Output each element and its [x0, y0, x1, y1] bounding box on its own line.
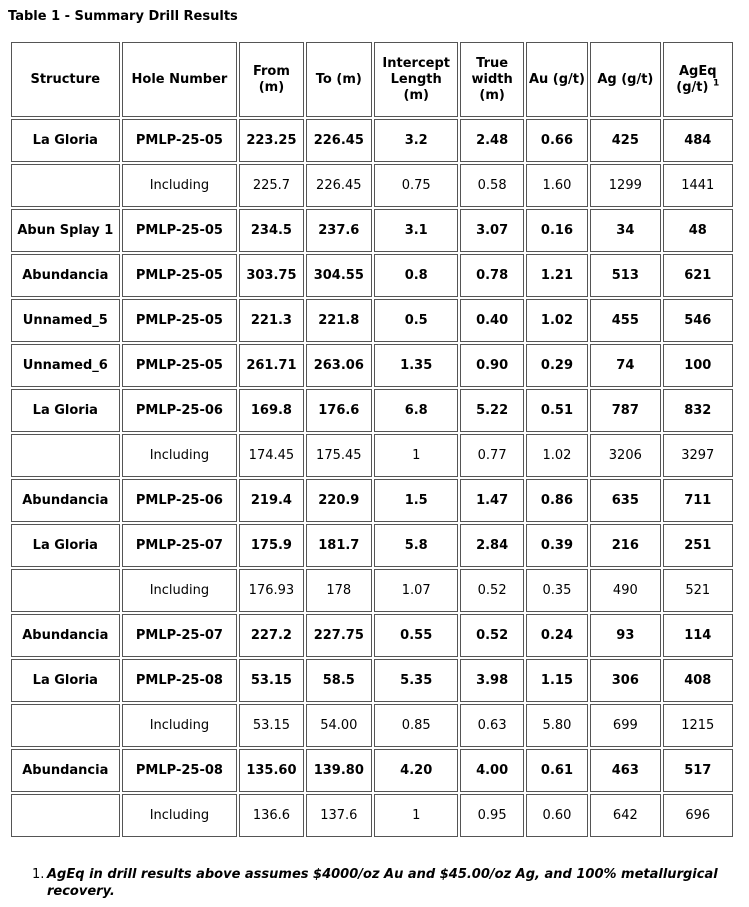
- structure-cell: Unnamed_5: [11, 299, 120, 342]
- ag-cell: 699: [590, 704, 660, 747]
- hole-number-cell: PMLP-25-06: [122, 389, 238, 432]
- structure-cell: Abundancia: [11, 254, 120, 297]
- footnote-text: AgEq in drill results above assumes $4000/oz Au and $45.00/oz Ag, and 100% metallurgical recovery.: [47, 867, 718, 899]
- true-width-cell: 4.00: [460, 749, 523, 792]
- structure-cell: [11, 569, 120, 612]
- to-cell: 221.8: [306, 299, 372, 342]
- true-width-cell: 2.48: [460, 119, 523, 162]
- hole-number-cell: Including: [122, 704, 238, 747]
- table-row: [11, 119, 733, 162]
- from-cell: 53.15: [239, 659, 303, 702]
- table-row: [11, 344, 733, 387]
- true-width-cell: 2.84: [460, 524, 523, 567]
- to-cell: 54.00: [306, 704, 372, 747]
- structure-cell: [11, 794, 120, 837]
- footnote: [28, 866, 738, 900]
- header-true-width: True width (m): [460, 42, 523, 117]
- hole-number-cell: Including: [122, 569, 238, 612]
- ag-cell: 490: [590, 569, 660, 612]
- to-cell: 181.7: [306, 524, 372, 567]
- structure-cell: La Gloria: [11, 524, 120, 567]
- true-width-cell: 0.95: [460, 794, 523, 837]
- true-width-cell: 0.63: [460, 704, 523, 747]
- header-hole-number: Hole Number: [122, 42, 238, 117]
- ageq-cell: 48: [663, 209, 733, 252]
- intercept-length-cell: 0.85: [374, 704, 458, 747]
- au-cell: 1.15: [526, 659, 588, 702]
- hole-number-cell: PMLP-25-08: [122, 659, 238, 702]
- true-width-cell: 0.40: [460, 299, 523, 342]
- to-cell: 178: [306, 569, 372, 612]
- to-cell: 220.9: [306, 479, 372, 522]
- including-row: [11, 794, 733, 837]
- from-cell: 303.75: [239, 254, 303, 297]
- to-cell: 58.5: [306, 659, 372, 702]
- intercept-length-cell: 1: [374, 434, 458, 477]
- intercept-length-cell: 1: [374, 794, 458, 837]
- ag-cell: 425: [590, 119, 660, 162]
- intercept-length-cell: 0.55: [374, 614, 458, 657]
- ag-cell: 3206: [590, 434, 660, 477]
- to-cell: 227.75: [306, 614, 372, 657]
- table-row: [11, 659, 733, 702]
- to-cell: 139.80: [306, 749, 372, 792]
- au-cell: 0.51: [526, 389, 588, 432]
- including-row: [11, 164, 733, 207]
- au-cell: 0.29: [526, 344, 588, 387]
- structure-cell: La Gloria: [11, 659, 120, 702]
- ag-cell: 74: [590, 344, 660, 387]
- hole-number-cell: PMLP-25-05: [122, 119, 238, 162]
- true-width-cell: 0.90: [460, 344, 523, 387]
- from-cell: 176.93: [239, 569, 303, 612]
- drill-results-table: [9, 40, 735, 839]
- including-row: [11, 704, 733, 747]
- au-cell: 1.21: [526, 254, 588, 297]
- header-structure: Structure: [11, 42, 120, 117]
- au-cell: 0.61: [526, 749, 588, 792]
- intercept-length-cell: 0.75: [374, 164, 458, 207]
- from-cell: 221.3: [239, 299, 303, 342]
- ageq-cell: 546: [663, 299, 733, 342]
- table-row: [11, 389, 733, 432]
- ageq-cell: 517: [663, 749, 733, 792]
- true-width-cell: 0.58: [460, 164, 523, 207]
- hole-number-cell: PMLP-25-05: [122, 299, 238, 342]
- intercept-length-cell: 3.2: [374, 119, 458, 162]
- hole-number-cell: PMLP-25-05: [122, 344, 238, 387]
- from-cell: 225.7: [239, 164, 303, 207]
- table-header-row: [11, 42, 733, 117]
- au-cell: 0.35: [526, 569, 588, 612]
- header-to: To (m): [306, 42, 372, 117]
- to-cell: 175.45: [306, 434, 372, 477]
- ag-cell: 635: [590, 479, 660, 522]
- intercept-length-cell: 1.35: [374, 344, 458, 387]
- true-width-cell: 1.47: [460, 479, 523, 522]
- ageq-cell: 408: [663, 659, 733, 702]
- ag-cell: 787: [590, 389, 660, 432]
- structure-cell: [11, 704, 120, 747]
- header-au: Au (g/t): [526, 42, 588, 117]
- structure-cell: Abun Splay 1: [11, 209, 120, 252]
- hole-number-cell: Including: [122, 434, 238, 477]
- to-cell: 176.6: [306, 389, 372, 432]
- intercept-length-cell: 3.1: [374, 209, 458, 252]
- to-cell: 304.55: [306, 254, 372, 297]
- table-row: [11, 209, 733, 252]
- table-row: [11, 749, 733, 792]
- header-from: From (m): [239, 42, 303, 117]
- ageq-cell: 251: [663, 524, 733, 567]
- footnote-number: 1.: [32, 867, 45, 882]
- true-width-cell: 0.77: [460, 434, 523, 477]
- ageq-cell: 3297: [663, 434, 733, 477]
- intercept-length-cell: 0.5: [374, 299, 458, 342]
- au-cell: 0.66: [526, 119, 588, 162]
- intercept-length-cell: 0.8: [374, 254, 458, 297]
- to-cell: 226.45: [306, 119, 372, 162]
- ageq-cell: 114: [663, 614, 733, 657]
- ag-cell: 306: [590, 659, 660, 702]
- ageq-cell: 696: [663, 794, 733, 837]
- ag-cell: 463: [590, 749, 660, 792]
- ag-cell: 93: [590, 614, 660, 657]
- hole-number-cell: PMLP-25-07: [122, 614, 238, 657]
- hole-number-cell: PMLP-25-07: [122, 524, 238, 567]
- true-width-cell: 5.22: [460, 389, 523, 432]
- including-row: [11, 434, 733, 477]
- au-cell: 5.80: [526, 704, 588, 747]
- structure-cell: La Gloria: [11, 389, 120, 432]
- header-intercept-length: Intercept Length (m): [374, 42, 458, 117]
- from-cell: 53.15: [239, 704, 303, 747]
- from-cell: 174.45: [239, 434, 303, 477]
- ag-cell: 455: [590, 299, 660, 342]
- au-cell: 1.60: [526, 164, 588, 207]
- ageq-cell: 484: [663, 119, 733, 162]
- structure-cell: Abundancia: [11, 749, 120, 792]
- structure-cell: Abundancia: [11, 479, 120, 522]
- table-row: [11, 524, 733, 567]
- header-ag: Ag (g/t): [590, 42, 660, 117]
- hole-number-cell: PMLP-25-08: [122, 749, 238, 792]
- intercept-length-cell: 1.07: [374, 569, 458, 612]
- from-cell: 227.2: [239, 614, 303, 657]
- to-cell: 237.6: [306, 209, 372, 252]
- intercept-length-cell: 4.20: [374, 749, 458, 792]
- ageq-cell: 1215: [663, 704, 733, 747]
- structure-cell: [11, 434, 120, 477]
- ag-cell: 34: [590, 209, 660, 252]
- true-width-cell: 0.78: [460, 254, 523, 297]
- true-width-cell: 0.52: [460, 614, 523, 657]
- au-cell: 1.02: [526, 434, 588, 477]
- ageq-cell: 1441: [663, 164, 733, 207]
- footnote-marker: 1: [712, 78, 720, 89]
- hole-number-cell: Including: [122, 794, 238, 837]
- from-cell: 175.9: [239, 524, 303, 567]
- from-cell: 223.25: [239, 119, 303, 162]
- hole-number-cell: PMLP-25-05: [122, 254, 238, 297]
- intercept-length-cell: 5.35: [374, 659, 458, 702]
- true-width-cell: 3.07: [460, 209, 523, 252]
- ageq-cell: 711: [663, 479, 733, 522]
- table-row: [11, 254, 733, 297]
- au-cell: 0.39: [526, 524, 588, 567]
- to-cell: 137.6: [306, 794, 372, 837]
- from-cell: 136.6: [239, 794, 303, 837]
- structure-cell: [11, 164, 120, 207]
- from-cell: 219.4: [239, 479, 303, 522]
- structure-cell: Abundancia: [11, 614, 120, 657]
- ag-cell: 1299: [590, 164, 660, 207]
- ag-cell: 642: [590, 794, 660, 837]
- structure-cell: La Gloria: [11, 119, 120, 162]
- ageq-cell: 521: [663, 569, 733, 612]
- au-cell: 0.24: [526, 614, 588, 657]
- ageq-cell: 100: [663, 344, 733, 387]
- header-ageq: AgEq (g/t) $^1$: [663, 42, 733, 117]
- including-row: [11, 569, 733, 612]
- hole-number-cell: PMLP-25-05: [122, 209, 238, 252]
- ageq-cell: 832: [663, 389, 733, 432]
- table-title: Table 1 - Summary Drill Results: [8, 9, 238, 24]
- to-cell: 263.06: [306, 344, 372, 387]
- au-cell: 1.02: [526, 299, 588, 342]
- intercept-length-cell: 6.8: [374, 389, 458, 432]
- intercept-length-cell: 1.5: [374, 479, 458, 522]
- hole-number-cell: PMLP-25-06: [122, 479, 238, 522]
- table-row: [11, 479, 733, 522]
- ageq-cell: 621: [663, 254, 733, 297]
- au-cell: 0.16: [526, 209, 588, 252]
- au-cell: 0.60: [526, 794, 588, 837]
- from-cell: 169.8: [239, 389, 303, 432]
- intercept-length-cell: 5.8: [374, 524, 458, 567]
- table-row: [11, 299, 733, 342]
- from-cell: 135.60: [239, 749, 303, 792]
- ag-cell: 216: [590, 524, 660, 567]
- true-width-cell: 0.52: [460, 569, 523, 612]
- table-row: [11, 614, 733, 657]
- true-width-cell: 3.98: [460, 659, 523, 702]
- ag-cell: 513: [590, 254, 660, 297]
- hole-number-cell: Including: [122, 164, 238, 207]
- au-cell: 0.86: [526, 479, 588, 522]
- from-cell: 261.71: [239, 344, 303, 387]
- structure-cell: Unnamed_6: [11, 344, 120, 387]
- from-cell: 234.5: [239, 209, 303, 252]
- to-cell: 226.45: [306, 164, 372, 207]
